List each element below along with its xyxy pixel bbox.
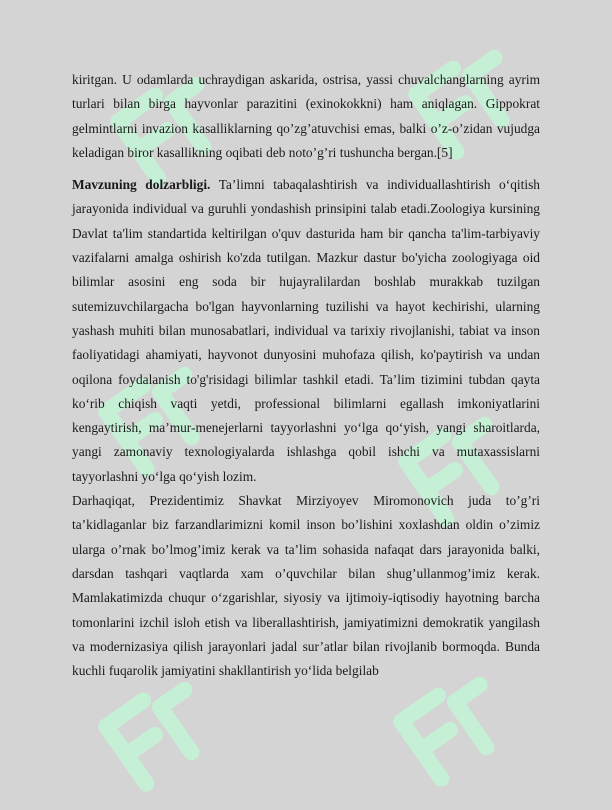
paragraph-history bbox=[72, 68, 540, 165]
paragraph-president bbox=[72, 489, 540, 683]
paragraph-relevance bbox=[72, 173, 540, 489]
section-heading: Mavzuning dolzarbligi. bbox=[72, 177, 211, 193]
paragraph-text: kiritgan. U odamlarda uchraydigan askarida, ostrisa, yassi chuvalchanglarning ayrim turlari bilan birga hayvonlar parazitini (exinokokkni) ham aniqlagan. Gippokrat gelmintlarni invazion kasalliklarning qo’zg’atuvchisi emas, balki o’z-o’zidan vujudga keladigan biror kasallikning oqibati deb noto’g’ri tushuncha bergan.[5] bbox=[72, 72, 540, 160]
document-body bbox=[72, 68, 540, 683]
paragraph-text: Ta’limni tabaqalashtirish va individuallashtirish o‘qitish jarayonida individual va guruhli yondashish prinsipini talab etadi.Zoologiya kursining Davlat ta'lim standartida keltirilgan o'quv dasturida ham bir qancha ta'lim-tarbiyaviy vazifalarni amalga oshirish ko'zda tutilgan. Mazkur dastur bo'yicha zoologiyaga oid bilimlar asosini eng soda bir hujayralilardan boshlab murakkab tuzilgan sutemizuvchilargacha bo'lgan hayvonlarning tuzilishi va hayot kechirishi, ularning yashash muhiti bilan munosabatlari, individual va tarixiy rivojlanishi, tabiat va inson faoliyatidagi ahamiyati, hayvonot dunyosini muhofaza qilish, ko'paytirish va undan oqilona foydalanish to'g'risidagi bilimlar tashkil etadi. Ta’lim tizimini tubdan qayta ko‘rib chiqish vaqti yetdi, professional bilimlarni egallash imkoniyatlarini kengaytirish, ma’mur-menejerlarni tayyorlashni yo‘lga qo‘yish, yangi sharoitlarda, yangi zamonaviy texnologiyalarda ishlashga qobil ishchi va mutaxassislarni tayyorlashni yo‘lga qo‘yish lozim. bbox=[72, 177, 540, 484]
paragraph-text: Darhaqiqat, Prezidentimiz Shavkat Mirziyoyev Miromonovich juda to’g’ri ta’kidlaganlar biz farzandlarimizni komil inson bo’lishini xoxlashdan oldin o’zimiz ularga o’rnak bo’lmog’imiz kerak va ta’lim sohasida nafaqat dars jarayonida balki, darsdan tashqari vaqtlarda xam o’quvchilar bilan shug’ullanmog’imiz kerak. Mamlakatimizda chuqur o‘zgarishlar, siyosiy va ijtimoiy-iqtisodiy hayotning barcha tomonlarini izchil isloh etish va liberallashtirish, jamiyatimizni demokratik yangilash va modernizasiya qilish jarayonlari jadal sur’atlar bilan rivojlanib bormoqda. Bunda kuchli fuqarolik jamiyatini shakllantirish yo‘lida belgilab bbox=[72, 493, 540, 679]
